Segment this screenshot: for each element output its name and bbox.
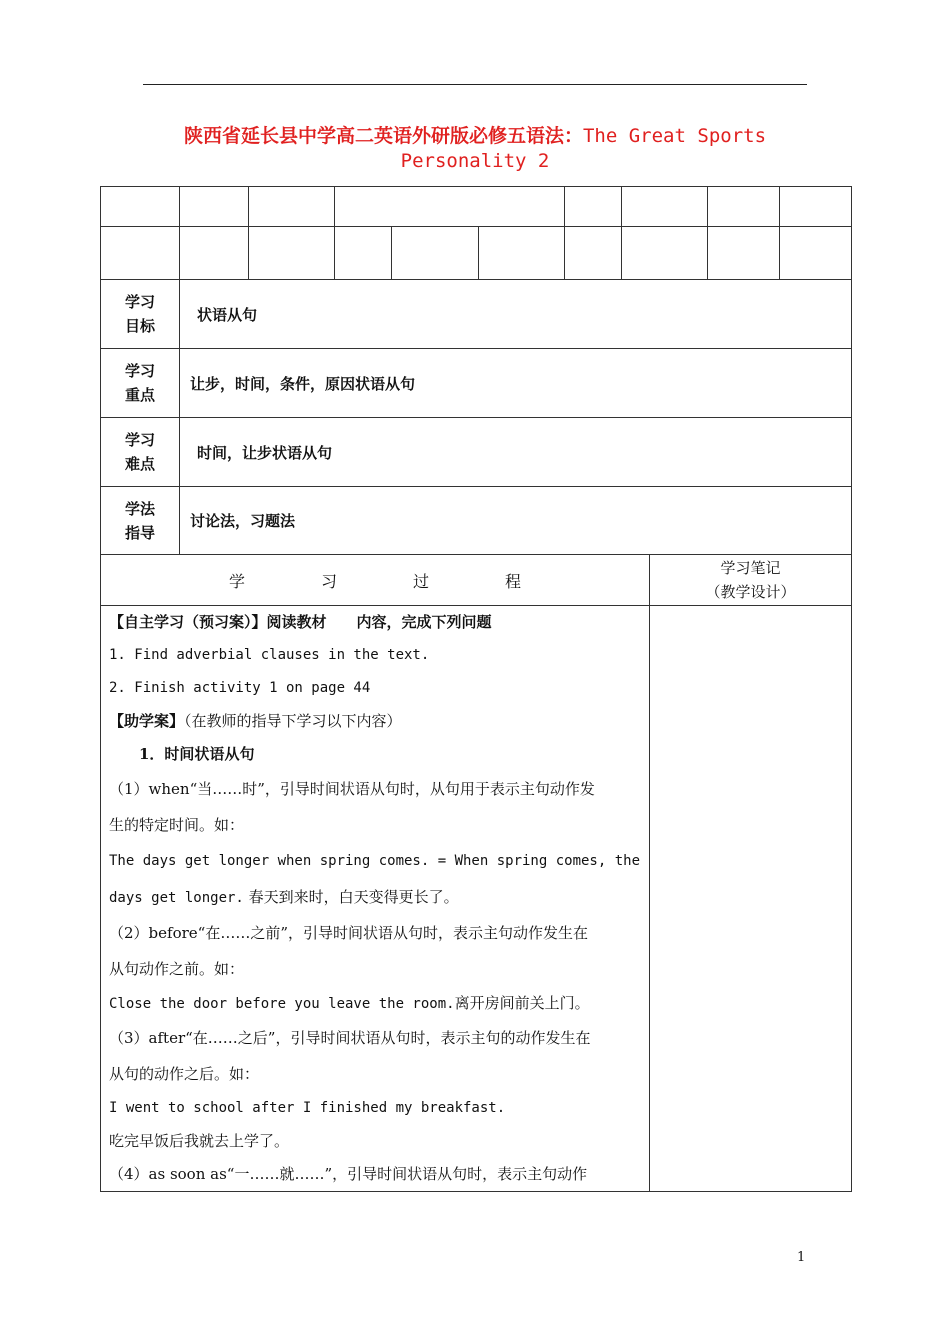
- blank-cell: [780, 187, 852, 227]
- example-line: Close the door before you leave the room.离开房间前关上门。: [109, 994, 590, 1012]
- process-header: 学 习 过 程: [101, 555, 650, 606]
- blank-cell: [180, 227, 249, 280]
- notes-header: 学习笔记 （教学设计）: [650, 555, 852, 606]
- text-line: （2）before“在……之前”，引导时间状语从句时，表示主句动作发生在: [109, 924, 588, 942]
- text-line: 生的特定时间。如：: [109, 816, 245, 834]
- info-label: 学习 目标: [101, 280, 180, 349]
- document-title: [100, 124, 850, 174]
- blank-cell: [780, 227, 852, 280]
- blank-cell: [565, 227, 622, 280]
- info-value: 让步，时间，条件，原因状语从句: [180, 349, 852, 418]
- blank-cell: [392, 227, 479, 280]
- blank-cell: [180, 187, 249, 227]
- question-1: 1. Find adverbial clauses in the text.: [109, 647, 430, 663]
- blank-cell: [249, 227, 335, 280]
- notes-column: [650, 606, 852, 1192]
- blank-cell: [622, 187, 708, 227]
- header-rule: [143, 84, 807, 85]
- blank-cell: [101, 187, 180, 227]
- blank-cell: [708, 187, 780, 227]
- info-value: 时间，让步状语从句: [180, 418, 852, 487]
- text-line: （3）after“在……之后”，引导时间状语从句时，表示主句的动作发生在: [109, 1029, 591, 1047]
- title-line1-english: The Great Sports: [582, 125, 767, 147]
- text-line: （1）when“当……时”，引导时间状语从句时，从句用于表示主句动作发: [109, 780, 595, 798]
- info-row-focus: [101, 349, 852, 418]
- info-value: 状语从句: [180, 280, 852, 349]
- info-row-difficulty: [101, 418, 852, 487]
- info-value: 讨论法，习题法: [180, 487, 852, 555]
- text-line: 吃完早饭后我就去上学了。: [109, 1132, 290, 1150]
- self-study-heading: 【自主学习（预习案）】阅读教材 内容，完成下列问题: [109, 613, 492, 631]
- question-2: 2. Finish activity 1 on page 44: [109, 680, 371, 696]
- page-number: 1: [797, 1250, 806, 1265]
- blank-cell: [708, 227, 780, 280]
- blank-header-grid: [100, 186, 852, 280]
- study-info-table: [100, 279, 852, 555]
- blank-cell: [335, 227, 392, 280]
- text-line: 从句的动作之后。如：: [109, 1065, 260, 1083]
- blank-cell: [565, 187, 622, 227]
- info-label: 学习 难点: [101, 418, 180, 487]
- title-line1-chinese: 陕西省延长县中学高二英语外研版必修五语法：: [183, 125, 583, 147]
- blank-cell: [622, 227, 708, 280]
- section-heading-time-clause: 1．时间状语从句: [139, 745, 255, 763]
- example-line: days get longer. 春天到来时，白天变得更长了。: [109, 888, 459, 906]
- text-line: 从句动作之前。如：: [109, 960, 245, 978]
- example-line: I went to school after I finished my breakfast.: [109, 1100, 506, 1116]
- example-line: The days get longer when spring comes. = When spring comes, the: [109, 853, 641, 869]
- blank-cell: [101, 227, 180, 280]
- help-heading: 【助学案】（在教师的指导下学习以下内容）: [109, 712, 402, 730]
- blank-cell: [479, 227, 565, 280]
- learning-process-table: [100, 554, 852, 1192]
- text-line: （4）as soon as“一……就……”，引导时间状语从句时，表示主句动作: [109, 1165, 588, 1183]
- info-row-method: [101, 487, 852, 555]
- info-row-goal: [101, 280, 852, 349]
- blank-cell: [249, 187, 335, 227]
- info-label: 学习 重点: [101, 349, 180, 418]
- blank-cell: [335, 187, 565, 227]
- process-content: [101, 606, 650, 1192]
- info-label: 学法 指导: [101, 487, 180, 555]
- title-line2: Personality 2: [400, 150, 550, 172]
